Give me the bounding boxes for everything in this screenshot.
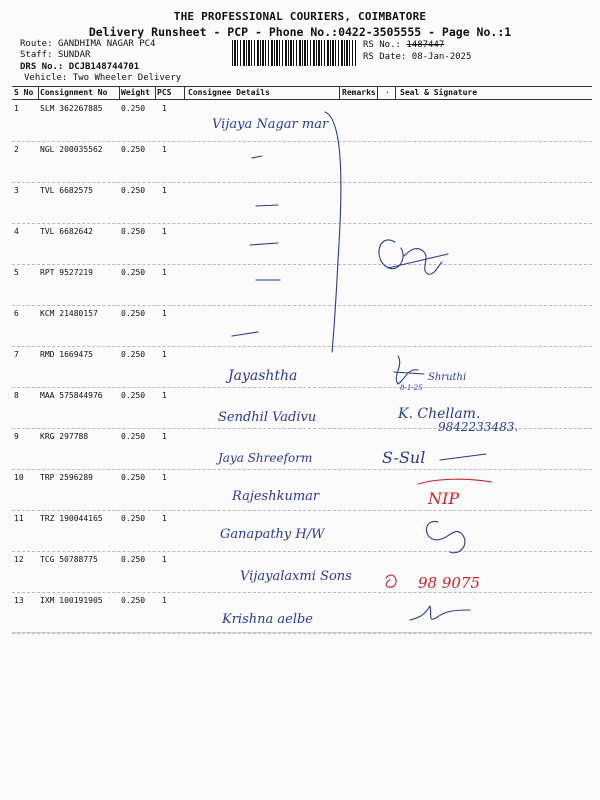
consignee-handwriting: Ganapathy H/W xyxy=(220,527,325,542)
row-sno: 4 xyxy=(14,227,19,236)
col-weight: Weight xyxy=(121,88,150,97)
consignee-handwriting: Vijaya Nagar mar xyxy=(212,117,329,132)
col-consignment: Consignment No xyxy=(40,88,108,97)
row-sno: 13 xyxy=(14,596,24,605)
company-title: THE PROFESSIONAL COURIERS, COIMBATORE xyxy=(173,10,427,23)
consignee-handwriting: Rajeshkumar xyxy=(232,489,320,504)
consignee-handwriting: Jaya Shreeform xyxy=(218,451,313,465)
signature-handwriting: K. Chellam. xyxy=(398,406,481,422)
row-sno: 8 xyxy=(14,391,19,400)
row-consignment: KCM 21480157 xyxy=(40,309,98,318)
row-consignment: TRP 2596289 xyxy=(40,473,93,482)
signature-date: 8-1-25 xyxy=(400,384,423,392)
row-pcs: 1 xyxy=(162,391,167,400)
row-pcs: 1 xyxy=(162,309,167,318)
consignee-handwriting: Sendhil Vadivu xyxy=(218,410,317,425)
vehicle-value: Two Wheeler Delivery xyxy=(72,73,182,83)
vehicle-label: Vehicle: xyxy=(24,73,68,83)
drs-label: DRS No.: xyxy=(20,62,64,72)
consignee-handwriting: Jayashtha xyxy=(228,368,298,384)
signature-phone: 9842233483. xyxy=(438,420,519,434)
row-pcs: 1 xyxy=(162,104,167,113)
signature-handwriting: NIP xyxy=(428,489,460,508)
signature-stroke xyxy=(440,454,486,460)
row-consignment: MAA 575844976 xyxy=(40,391,103,400)
col-remarks: Remarks xyxy=(342,88,376,97)
row-consignment: RMD 1669475 xyxy=(40,350,93,359)
row-consignment: TRZ 190044165 xyxy=(40,514,103,523)
row-sno: 1 xyxy=(14,104,19,113)
signature-stamp xyxy=(410,606,470,620)
signature-stamp xyxy=(426,521,464,552)
row-sno: 5 xyxy=(14,268,19,277)
row-consignment: NGL 200035562 xyxy=(40,145,103,154)
row-consignment: SLM 362267885 xyxy=(40,104,103,113)
row-pcs: 1 xyxy=(162,473,167,482)
row-weight: 0.250 xyxy=(121,555,146,564)
row-weight: 0.250 xyxy=(121,186,146,195)
row-weight: 0.250 xyxy=(121,432,146,441)
row-sno: 12 xyxy=(14,555,24,564)
consignee-handwriting: Krishna aelbe xyxy=(222,612,313,627)
staff-value: SUNDAR xyxy=(57,50,91,60)
col-dot: · xyxy=(385,88,390,97)
row-sno: 3 xyxy=(14,186,19,195)
row-weight: 0.250 xyxy=(121,227,146,236)
row-pcs: 1 xyxy=(162,514,167,523)
signature-handwriting: S-Sul xyxy=(382,448,426,467)
row-weight: 0.250 xyxy=(121,104,146,113)
signature-stroke xyxy=(418,479,492,484)
row-sno: 10 xyxy=(14,473,24,482)
runsheet-subtitle: Delivery Runsheet - PCP - Phone No.:0422-3505555 - Page No.:1 xyxy=(88,25,512,39)
rs-date-value: 08-Jan-2025 xyxy=(411,52,472,62)
row-pcs: 1 xyxy=(162,596,167,605)
ditto-marks xyxy=(232,156,280,336)
signature-handwriting: 98 9075 xyxy=(418,574,481,592)
col-sno: S No xyxy=(14,88,34,97)
row-sno: 9 xyxy=(14,432,19,441)
col-seal-signature: Seal & Signature xyxy=(400,88,478,97)
drs-value: DCJB148744701 xyxy=(68,62,140,72)
row-consignment: TVL 6682642 xyxy=(40,227,93,236)
row-sno: 11 xyxy=(14,514,24,523)
row-weight: 0.250 xyxy=(121,145,146,154)
signature-stamp xyxy=(386,575,396,587)
row-sno: 7 xyxy=(14,350,19,359)
row-pcs: 1 xyxy=(162,555,167,564)
rs-date-label: RS Date: xyxy=(363,52,407,62)
signature-stamp xyxy=(379,240,448,274)
row-pcs: 1 xyxy=(162,268,167,277)
row-weight: 0.250 xyxy=(121,309,146,318)
route-value: GANDHIMA NAGAR PC4 xyxy=(57,39,156,49)
rs-no-label: RS No.: xyxy=(363,40,401,50)
row-pcs: 1 xyxy=(162,227,167,236)
col-consignee: Consignee Details xyxy=(188,88,270,97)
row-consignment: KRG 297788 xyxy=(40,432,89,441)
row-consignment: RPT 9527219 xyxy=(40,268,93,277)
col-pcs: PCS xyxy=(157,88,172,97)
row-weight: 0.250 xyxy=(121,596,146,605)
row-weight: 0.250 xyxy=(121,268,146,277)
row-consignment: TCG 50788775 xyxy=(40,555,98,564)
row-sno: 6 xyxy=(14,309,19,318)
row-weight: 0.250 xyxy=(121,514,146,523)
route-label: Route: xyxy=(20,39,53,49)
signature-stamp xyxy=(394,356,424,384)
consignee-brace-mark xyxy=(325,112,341,352)
row-weight: 0.250 xyxy=(121,473,146,482)
staff-label: Staff: xyxy=(20,50,53,60)
row-pcs: 1 xyxy=(162,350,167,359)
row-consignment: IXM 100191905 xyxy=(40,596,103,605)
row-pcs: 1 xyxy=(162,432,167,441)
row-consignment: TVL 6682575 xyxy=(40,186,93,195)
row-sno: 2 xyxy=(14,145,19,154)
consignee-handwriting: Vijayalaxmi Sons xyxy=(240,569,352,584)
row-weight: 0.250 xyxy=(121,391,146,400)
rs-no-value: 1487447 xyxy=(406,40,445,50)
signature-handwriting: Shruthi xyxy=(428,372,467,383)
row-pcs: 1 xyxy=(162,145,167,154)
row-weight: 0.250 xyxy=(121,350,146,359)
row-pcs: 1 xyxy=(162,186,167,195)
